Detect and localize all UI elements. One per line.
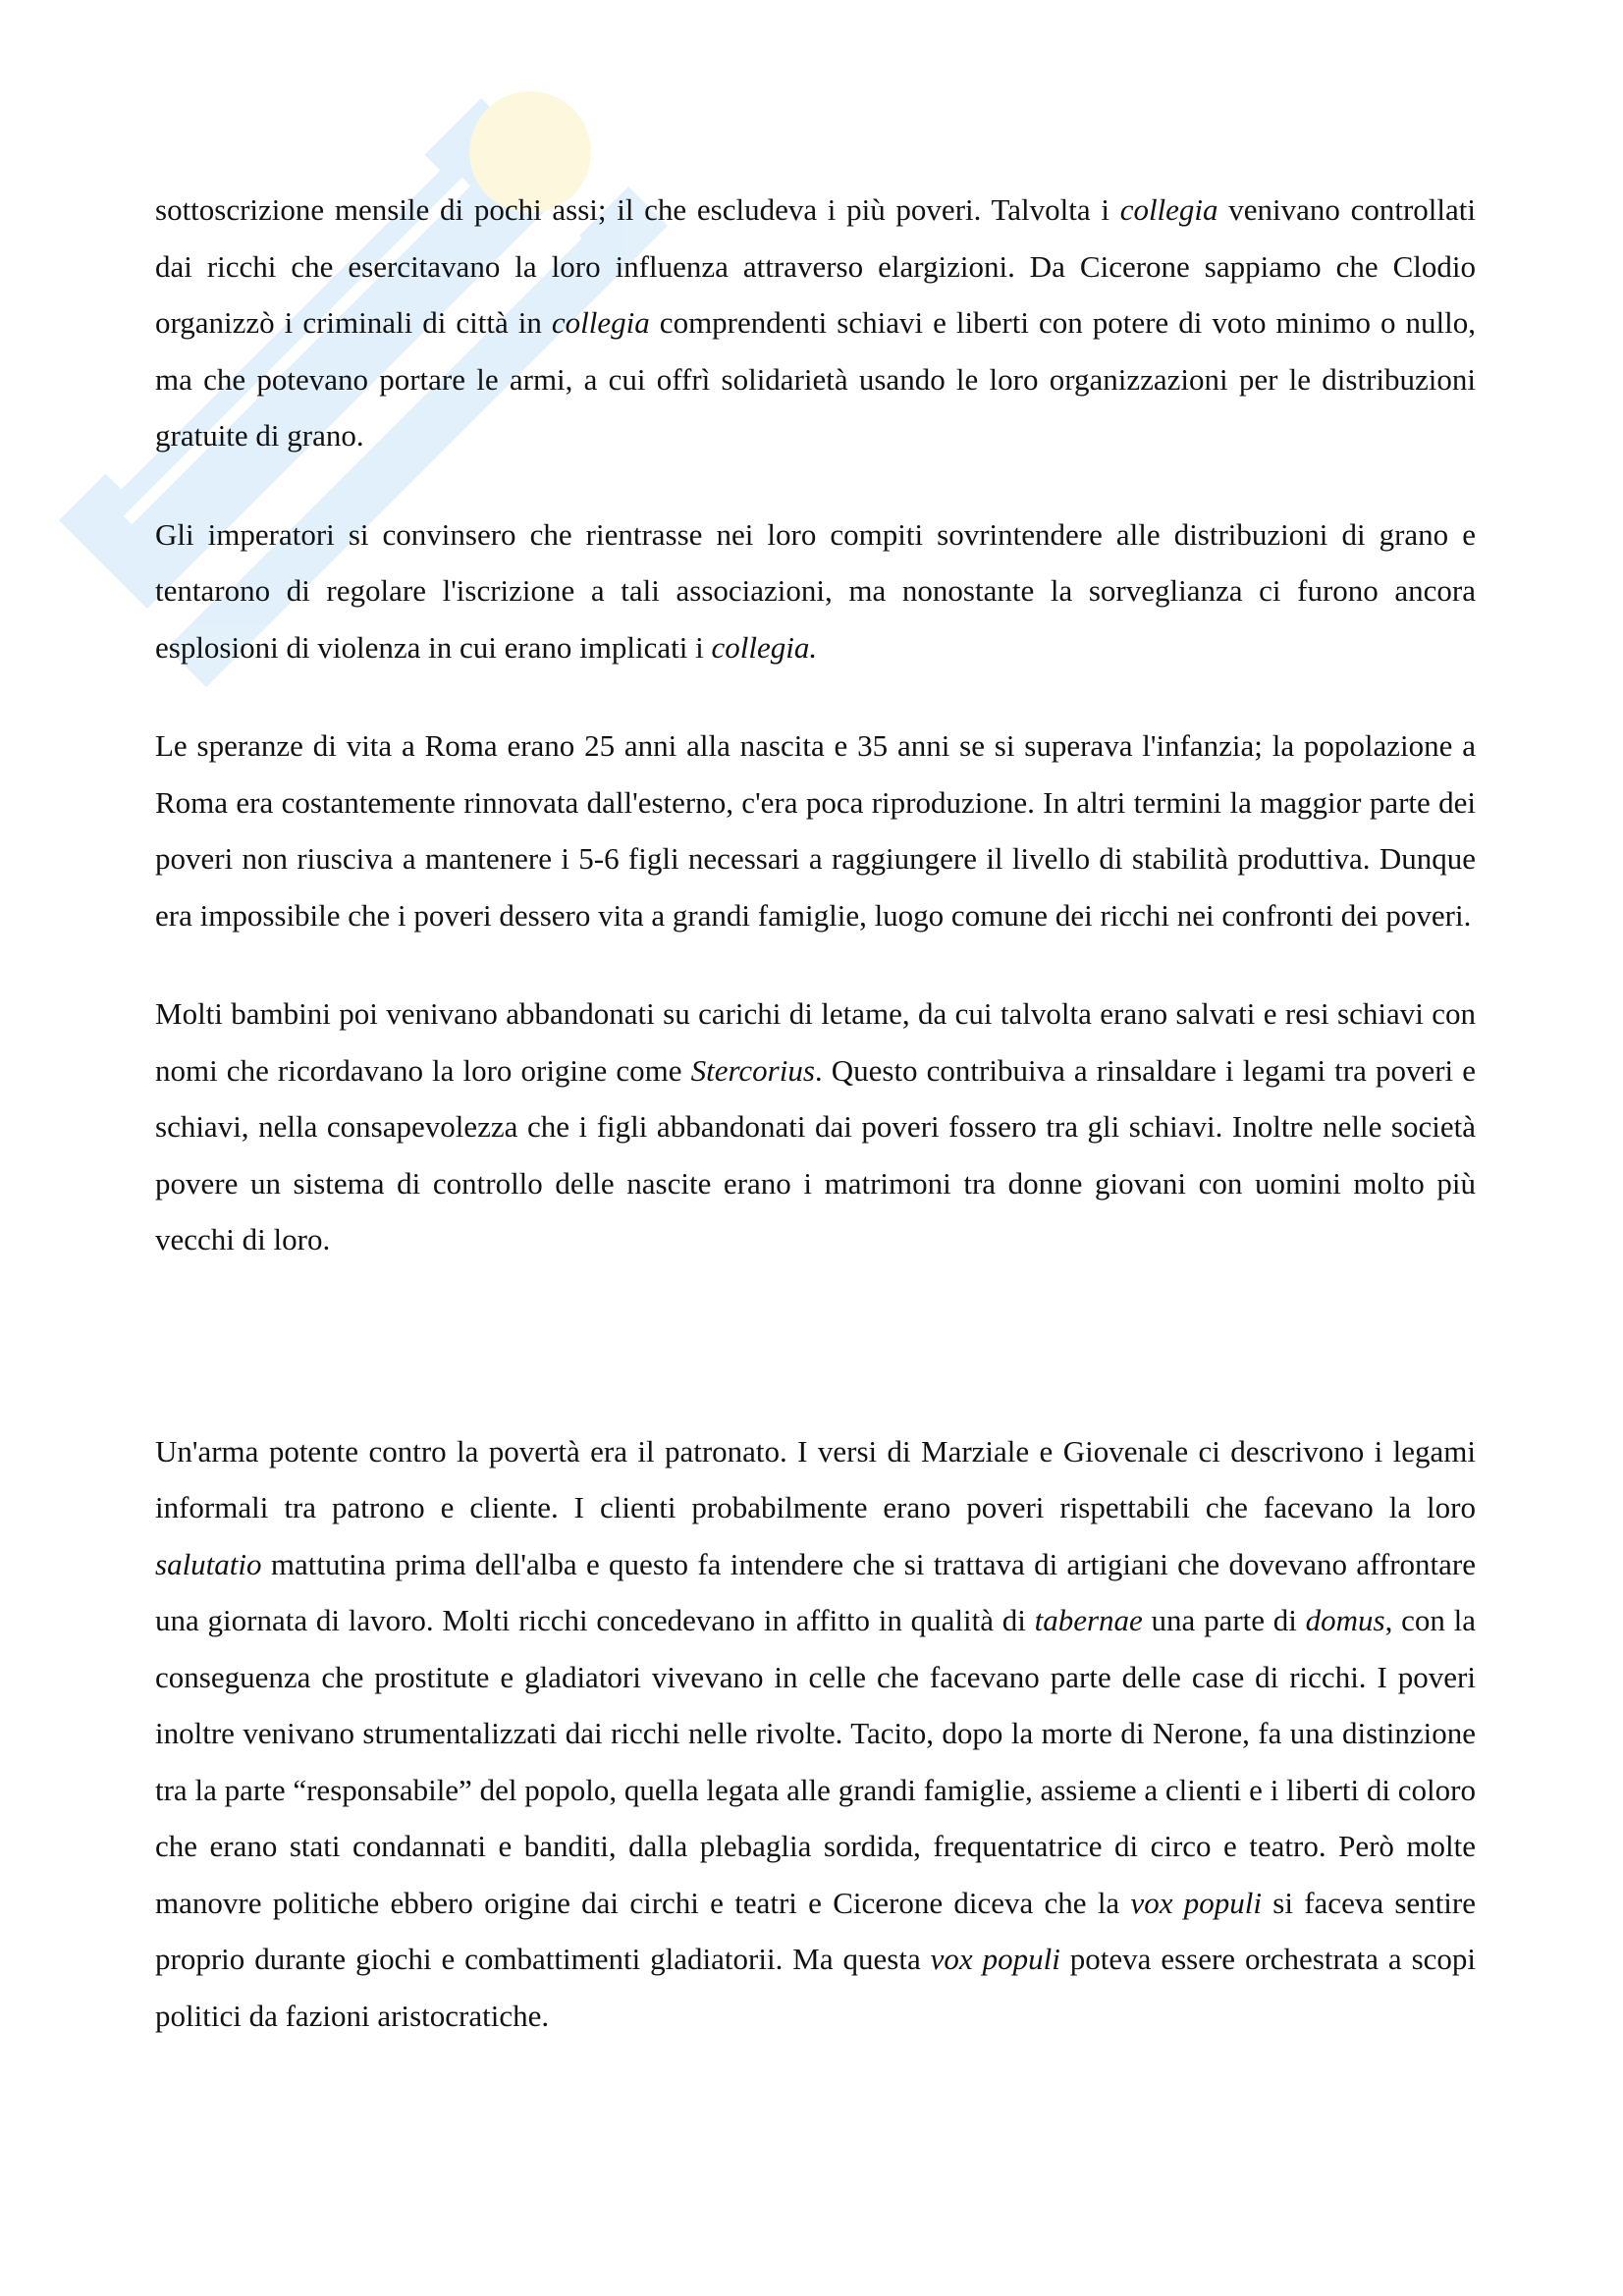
italic-term: collegia.	[711, 629, 818, 665]
italic-term: Stercorius	[690, 1052, 815, 1088]
text-run: Molti bambini poi venivano abbandonati su carichi di letame, da cui talvolta erano salvati e resi schiavi con nomi che ricordavano la loro origine come	[155, 996, 1476, 1088]
text-run: mattutina prima dell'alba e questo fa intendere che si trattava di artigiani che dovevano affrontare una giornata di lavoro. Molti ricchi concedevano in affitto in qualità di	[155, 1546, 1476, 1637]
text-run: Gli imperatori si convinsero che rientrasse nei loro compiti sovrintendere alle distribuzioni di grano e tentarono di regolare l'iscrizione a tali associazioni, ma nonostante la sorveglianza ci furono ancora esplosioni di violenza in cui erano implicati i	[155, 516, 1476, 665]
text-run: . Questo contribuiva a rinsaldare i legami tra poveri e schiavi, nella consapevolezza che i figli abbandonati dai poveri fossero tra gli schiavi. Inoltre nelle società povere un sistema di controllo delle nascite erano i matrimoni tra donne giovani con uomini molto più vecchi di loro.	[155, 1052, 1476, 1256]
paragraph-patronato	[155, 1423, 1476, 2045]
text-run: Le speranze di vita a Roma erano 25 anni alla nascita e 35 anni se si superava l'infanzia; la popolazione a Roma era costantemente rinnovata dall'esterno, c'era poca riproduzione. In altri termini la maggior parte dei poveri non riusciva a mantenere i 5-6 figli necessari a raggiungere il livello di stabilità produttiva. Dunque era impossibile che i poveri dessero vita a grandi famiglie, luogo comune dei ricchi nei confronti dei poveri.	[155, 728, 1476, 933]
document-body	[155, 182, 1476, 2044]
italic-term: salutatio	[155, 1546, 262, 1581]
italic-term: tabernae	[1034, 1603, 1143, 1637]
paragraph-bambini-abbandonati	[155, 986, 1476, 1268]
italic-term: vox populi	[1130, 1885, 1262, 1920]
text-run: si faceva sentire proprio durante giochi e combattimenti gladiatorii. Ma questa	[155, 1885, 1476, 1976]
text-run: comprendenti schiavi e liberti con potere di voto minimo o nullo, ma che potevano portare le armi, a cui offrì solidarietà usando le loro organizzazioni per le distribuzioni gratuite di grano.	[155, 305, 1476, 453]
text-run: poteva essere orchestrata a scopi politici da fazioni aristocratiche.	[155, 1942, 1477, 2033]
italic-term: domus	[1305, 1603, 1385, 1637]
text-run: sottoscrizione mensile di pochi assi; il che escludeva i più poveri. Talvolta i	[155, 192, 1120, 227]
paragraph-imperatori	[155, 507, 1476, 676]
italic-term: collegia	[551, 305, 650, 340]
text-run: venivano controllati dai ricchi che esercitavano la loro influenza attraverso elargizioni. Da Cicerone sappiamo che Clodio organizzò i criminali di città in	[155, 192, 1476, 340]
text-run: , con la conseguenza che prostitute e gladiatori vivevano in celle che facevano parte delle case di ricchi. I poveri inoltre venivano strumentalizzati dai ricchi nelle rivolte. Tacito, dopo la morte di Nerone, fa una distinzione tra la parte “responsabile” del popolo, quella legata alle grandi famiglie, assieme a clienti e i liberti di coloro che erano stati condannati e banditi, dalla plebaglia sordida, frequentatrice di circo e teatro. Però molte manovre politiche ebbero origine dai circhi e teatri e Cicerone diceva che la	[155, 1603, 1477, 1920]
italic-term: vox populi	[930, 1942, 1060, 1976]
paragraph-speranze-di-vita	[155, 718, 1476, 943]
text-run: una parte di	[1142, 1603, 1306, 1637]
text-run: Un'arma potente contro la povertà era il patronato. I versi di Marziale e Giovenale ci descrivono i legami informali tra patrono e cliente. I clienti probabilmente erano poveri rispettabili che facevano la loro	[155, 1433, 1476, 1524]
paragraph-collegia	[155, 182, 1476, 464]
italic-term: collegia	[1119, 192, 1218, 227]
